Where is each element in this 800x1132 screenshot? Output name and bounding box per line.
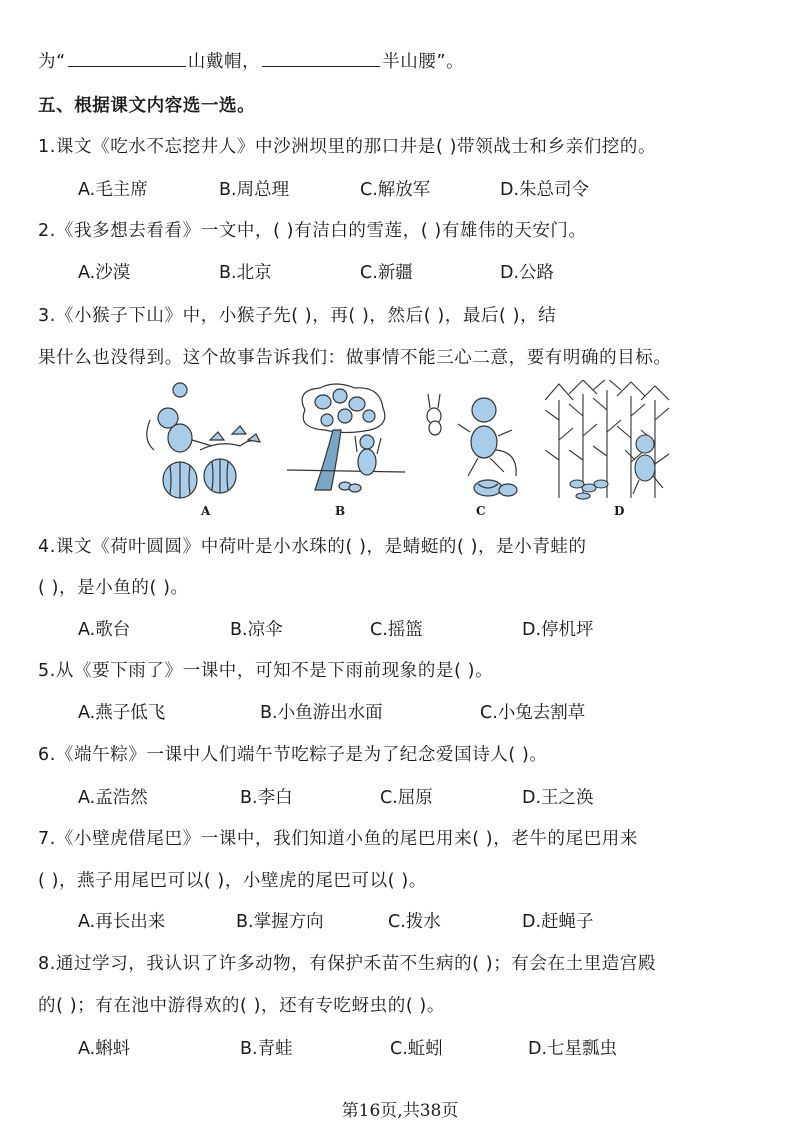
- question-7-line-2: ( )，燕子用尾巴可以( )，小壁虎的尾巴可以( )。: [38, 871, 427, 891]
- section-title: 五、根据课文内容选一选。: [38, 96, 256, 116]
- illustration-label-b: B: [335, 504, 346, 518]
- q5-option-b[interactable]: B.小鱼游出水面: [260, 703, 383, 723]
- fill-prefix: 为“: [38, 52, 66, 72]
- q4-option-b[interactable]: B.凉伞: [230, 620, 283, 640]
- q6-option-b[interactable]: B.李白: [240, 788, 293, 808]
- question-5: 5.从《要下雨了》一课中，可知不是下雨前现象的是( )。: [38, 661, 494, 681]
- q1-option-c[interactable]: C.解放军: [360, 180, 431, 200]
- question-3-line-2: 果什么也没得到。这个故事告诉我们：做事情不能三心二意，要有明确的目标。: [38, 348, 672, 368]
- q4-option-c[interactable]: C.摇篮: [370, 620, 423, 640]
- question-3-line-1: 3.《小猴子下山》中，小猴子先( )，再( )，然后( )，最后( )，结: [38, 306, 557, 326]
- illustration-c-rabbit[interactable]: [420, 380, 530, 500]
- answer-blank-1[interactable]: [68, 52, 186, 67]
- answer-blank-2[interactable]: [262, 52, 380, 67]
- q7-option-b[interactable]: B.掌握方向: [236, 912, 324, 932]
- fill-middle: 山戴帽，: [187, 52, 261, 72]
- q2-option-a[interactable]: A.沙漠: [78, 263, 131, 283]
- q5-option-c[interactable]: C.小兔去割草: [480, 703, 586, 723]
- question-6: 6.《端午粽》一课中人们端午节吃粽子是为了纪念爱国诗人( )。: [38, 745, 548, 765]
- q1-option-b[interactable]: B.周总理: [219, 180, 290, 200]
- illustration-a-watermelon[interactable]: [140, 380, 270, 500]
- illustration-d-corn[interactable]: [545, 380, 680, 500]
- monkey-illustrations: [0, 380, 800, 520]
- q2-option-b[interactable]: B.北京: [219, 263, 272, 283]
- q4-option-d[interactable]: D.停机坪: [522, 620, 594, 640]
- q8-option-a[interactable]: A.蝌蚪: [78, 1039, 131, 1059]
- question-8-line-1: 8.通过学习，我认识了许多动物，有保护禾苗不生病的( )；有会在土里造宫殿: [38, 954, 657, 974]
- q6-option-a[interactable]: A.孟浩然: [78, 788, 148, 808]
- q6-option-d[interactable]: D.王之涣: [522, 788, 594, 808]
- q7-option-d[interactable]: D.赶蝇子: [522, 912, 594, 932]
- fill-in-line: [38, 48, 464, 73]
- illustration-b-peach-tree[interactable]: [285, 380, 410, 500]
- q8-option-d[interactable]: D.七星瓢虫: [528, 1039, 618, 1059]
- q8-option-b[interactable]: B.青蛙: [240, 1039, 293, 1059]
- q5-option-a[interactable]: A.燕子低飞: [78, 703, 166, 723]
- illustration-label-c: C: [476, 504, 486, 518]
- question-1: 1.课文《吃水不忘挖井人》中沙洲坝里的那口井是( )带领战士和乡亲们挖的。: [38, 137, 657, 157]
- q7-option-c[interactable]: C.拨水: [388, 912, 441, 932]
- q6-option-c[interactable]: C.屈原: [380, 788, 433, 808]
- illustration-label-a: A: [201, 504, 211, 518]
- q2-option-d[interactable]: D.公路: [500, 263, 555, 283]
- question-4-line-2: ( )，是小鱼的( )。: [38, 578, 189, 598]
- q8-option-c[interactable]: C.蚯蚓: [390, 1039, 443, 1059]
- q4-option-a[interactable]: A.歌台: [78, 620, 131, 640]
- question-2: 2.《我多想去看看》一文中，( )有洁白的雪莲，( )有雄伟的天安门。: [38, 221, 587, 241]
- question-4-line-1: 4.课文《荷叶圆圆》中荷叶是小水珠的( )，是蜻蜓的( )，是小青蛙的: [38, 537, 587, 557]
- fill-suffix: 半山腰”。: [382, 52, 465, 72]
- question-7-line-1: 7.《小壁虎借尾巴》一课中，我们知道小鱼的尾巴用来( )，老牛的尾巴用来: [38, 829, 639, 849]
- question-8-line-2: 的( )；有在池中游得欢的( )，还有专吃蚜虫的( )。: [38, 996, 445, 1016]
- illustration-label-d: D: [614, 504, 625, 518]
- q1-option-a[interactable]: A.毛主席: [78, 180, 148, 200]
- page-number: 第16页,共38页: [341, 1101, 459, 1121]
- q7-option-a[interactable]: A.再长出来: [78, 912, 166, 932]
- q1-option-d[interactable]: D.朱总司令: [500, 180, 590, 200]
- q2-option-c[interactable]: C.新疆: [360, 263, 413, 283]
